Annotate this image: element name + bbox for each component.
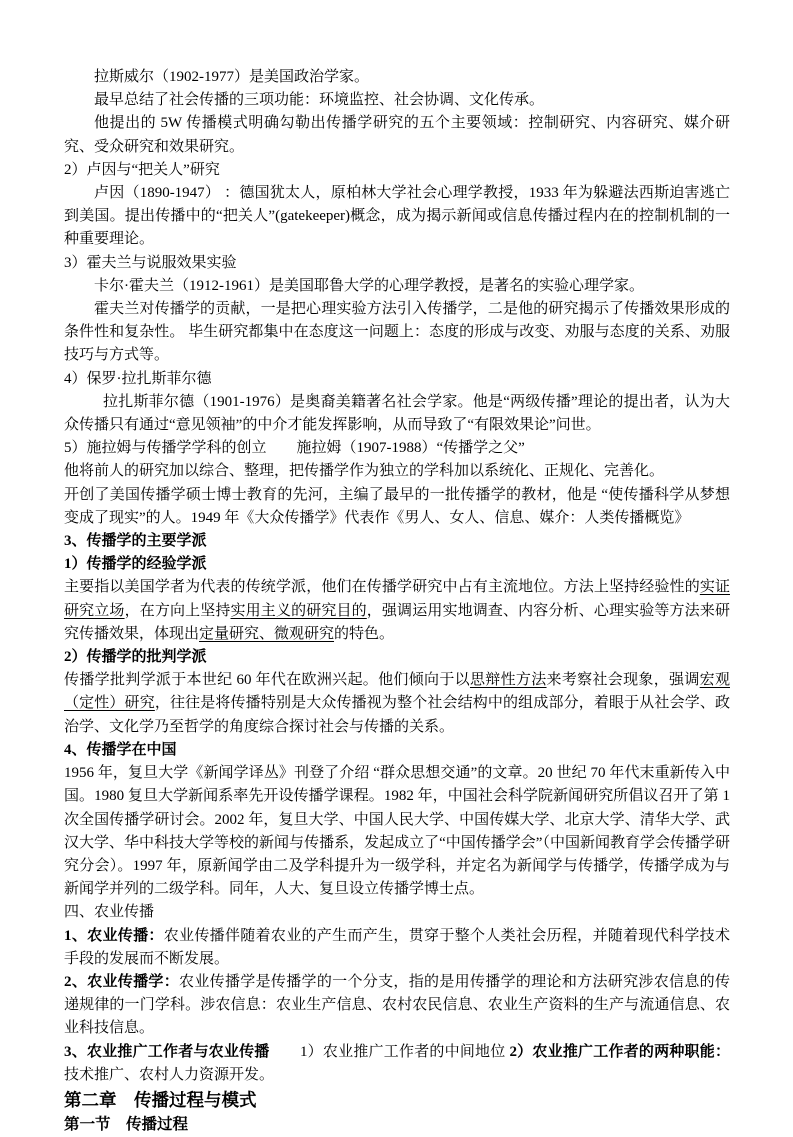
paragraph <box>64 66 730 89</box>
paragraph <box>64 901 730 924</box>
paragraph <box>64 646 730 669</box>
paragraph <box>64 159 730 182</box>
text-run: 1、农业传播： <box>64 927 164 944</box>
text-run: 他将前人的研究加以综合、整理，把传播学作为独立的学科加以系统化、正规化、完善化。 <box>64 463 665 480</box>
text-run: 农业传播伴随着农业的产生而产生，贯穿于整个人类社会历程，并随着现代科学技术手段的发展而不断发展。 <box>64 927 730 967</box>
text-run: 农业传播学是传播学的一个分支，指的是用传播学的理论和方法研究涉农信息的传递规律的一门学科。涉农信息：农业生产信息、农村农民信息、农业生产资料的生产与流通信息、农业科技信息。 <box>64 973 730 1037</box>
text-run: 3、传播学的主要学派 <box>64 533 207 550</box>
paragraph <box>64 112 730 158</box>
text-run: 拉斯威尔（1902-1977）是美国政治学家。 <box>94 69 369 85</box>
paragraph <box>64 1113 730 1137</box>
paragraph <box>64 437 730 460</box>
text-run: 卡尔·霍夫兰（1912-1961）是美国耶鲁大学的心理学教授，是著名的实验心理学家。 <box>94 277 644 294</box>
paragraph <box>64 530 730 553</box>
paragraph <box>64 298 730 368</box>
paragraph <box>64 460 730 483</box>
paragraph <box>64 182 730 252</box>
paragraph <box>64 1087 730 1113</box>
paragraph <box>64 576 730 646</box>
text-run: 1956 年，复旦大学《新闻学译丛》刊登了介绍 “群众思想交通”的文章。20 世纪 70 年代末重新传入中国。1980 复旦大学新闻系率先开设传播学课程。1982 年，中国社会科学院新闻研究所倡议召开了第 1 次全国传播学研讨会。2002 年，复旦大学、中国人民大学、中国传媒大学、北京大学、清华大学、武汉大学、华中科技大学等校的新闻与传播系，发起成立了“中国传播学会”（中国新闻教育学会传播学研究分会）。1997 年，原新闻学由二及学科提升为一级学科，并定名为新闻学与传播学，传播学成为与新闻学并列的二级学科。同年，人大、复旦设立传播学博士点。 <box>64 765 730 898</box>
text-run: 他提出的 5W 传播模式明确勾勒出传播学研究的五个主要领域：控制研究、内容研究、媒介研究、受众研究和效果研究。 <box>64 115 730 155</box>
text-run: 第一节 传播过程 <box>64 1115 189 1133</box>
text-run: 2、农业传播学： <box>64 973 180 990</box>
paragraph <box>64 368 730 391</box>
text-run: 来考察社会现象，强调 <box>546 672 700 689</box>
text-run: 3）霍夫兰与说服效果实验 <box>64 254 237 271</box>
text-run: 2）卢因与“把关人”研究 <box>64 161 220 178</box>
text-run: 拉扎斯菲尔德（1901-1976）是奥裔美籍著名社会学家。他是“两级传播”理论的提出者，认为大众传播只有通过“意见领袖”的中介才能发挥影响，从而导致了“有限效果论”问世。 <box>64 393 730 434</box>
text-run: 四、农业传播 <box>64 904 155 921</box>
text-run: 第二章 传播过程与模式 <box>64 1089 257 1110</box>
paragraph <box>64 484 730 530</box>
text-run: 最早总结了社会传播的三项功能：环境监控、社会协调、文化传承。 <box>94 92 545 109</box>
text-run: 2）农业推广工作者的两种职能： <box>509 1043 730 1060</box>
paragraph <box>64 669 730 739</box>
text-run: 1）农业推广工作者的中间地位 <box>269 1043 510 1060</box>
text-run: 思辩性方法 <box>469 672 547 689</box>
paragraph <box>64 971 730 1041</box>
paragraph <box>64 391 730 437</box>
text-run: 实用主义的研究目的 <box>230 602 367 619</box>
document-body <box>64 66 730 1137</box>
text-run: 3、农业推广工作者与农业传播 <box>64 1043 270 1060</box>
text-run: 宏观（定性）研究 <box>64 672 730 712</box>
text-run: ，往往是将传播特别是大众传播视为整个社会结构中的组成部分，着眼于从社会学、政治学、文化学乃至哲学的角度综合探讨社会与传播的关系。 <box>64 695 730 735</box>
paragraph <box>64 252 730 275</box>
text-run: ，在方向上坚持 <box>124 602 231 619</box>
paragraph <box>64 1041 730 1087</box>
text-run: 开创了美国传播学硕士博士教育的先河，主编了最早的一批传播学的教材，他是 “使传播科学从梦想变成了现实”的人。1949 年《大众传播学》代表作《男人、女人、信息、媒介：人类传播概览》 <box>64 486 730 526</box>
paragraph <box>64 762 730 901</box>
paragraph <box>64 739 730 762</box>
paragraph <box>64 553 730 576</box>
paragraph <box>64 275 730 298</box>
text-run: 卢因（1890-1947） ：德国犹太人，原柏林大学社会心理学教授，1933 年为躲避法西斯迫害逃亡到美国。提出传播中的“把关人”(gatekeeper)概念，成为揭示新闻或信息传播过程内在的控制机制的一种重要理论。 <box>64 185 730 248</box>
text-run: ，强调运用实地调查、内容分析、心理实验等方法来研究传播效果，体现出 <box>64 602 730 642</box>
text-run: 传播学批判学派于本世纪 60 年代在欧洲兴起。他们倾向于以 <box>64 672 470 689</box>
text-run: 2）传播学的批判学派 <box>64 649 207 666</box>
paragraph <box>64 89 730 112</box>
paragraph <box>64 925 730 971</box>
text-run: 的特色。 <box>334 625 395 642</box>
text-run: 1）传播学的经验学派 <box>64 556 207 573</box>
text-run: 主要指以美国学者为代表的传统学派，他们在传播学研究中占有主流地位。方法上坚持经验性的 <box>64 579 700 596</box>
text-run: 4）保罗·拉扎斯菲尔德 <box>64 370 212 387</box>
text-run: 实证研究立场 <box>64 579 730 619</box>
text-run: 技术推广、农村人力资源开发。 <box>64 1066 275 1083</box>
text-run: 霍夫兰对传播学的贡献，一是把心理实验方法引入传播学，二是他的研究揭示了传播效果形成的条件性和复杂性。 毕生研究都集中在态度这一问题上：态度的形成与改变、劝服与态度的关系、劝服技巧与方式等。 <box>64 301 730 364</box>
text-run: 5）施拉姆与传播学学科的创立 施拉姆（1907-1988）“传播学之父” <box>64 440 525 457</box>
text-run: 定量研究、微观研究 <box>199 625 335 642</box>
text-run: 4、传播学在中国 <box>64 741 177 758</box>
